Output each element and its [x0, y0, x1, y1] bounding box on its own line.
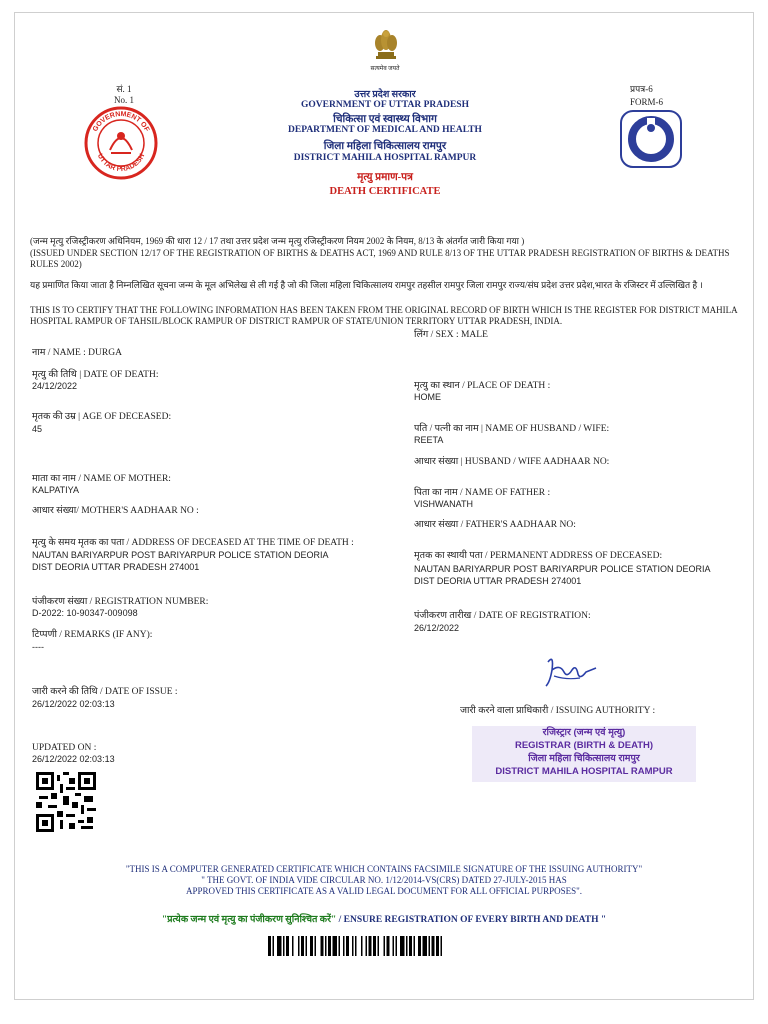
issuing-authority-label: जारी करने वाला प्राधिकारी / ISSUING AUTHORITY : [460, 706, 656, 716]
barcode-bar [283, 936, 285, 956]
barcode-bar [310, 936, 313, 956]
state-emblem-icon [366, 26, 406, 66]
up-government-seal-icon [84, 106, 158, 180]
dept-name-hi: चिकित्सा एवं स्वास्थ्य विभाग [333, 114, 437, 125]
serial-number-en: No. 1 [114, 95, 134, 105]
barcode-bar [432, 936, 435, 956]
barcode-bar [343, 936, 345, 956]
address-line-2: DIST DEORIA UTTAR PRADESH 274001 [32, 562, 200, 572]
govt-name-en: GOVERNMENT OF UTTAR PRADESH [301, 100, 469, 110]
name-field: नाम / NAME : DURGA [32, 348, 122, 358]
permanent-address-line-2: DIST DEORIA UTTAR PRADESH 274001 [414, 576, 582, 586]
barcode-bar [429, 936, 431, 956]
govt-name-hi: उत्तर प्रदेश सरकार [354, 90, 416, 100]
barcode-bar [369, 936, 372, 956]
registrar-line-3: जिला महिला चिकित्सालय रामपुर [528, 753, 640, 764]
barcode-bar [355, 936, 357, 956]
registration-number-value: D-2022: 10-90347-009098 [32, 608, 138, 618]
barcode-bar [352, 936, 354, 956]
barcode-bar [373, 936, 376, 956]
registrar-line-4: DISTRICT MAHILA HOSPITAL RAMPUR [495, 766, 673, 777]
father-name-value: VISHWANATH [414, 499, 474, 509]
barcode-bar [366, 936, 368, 956]
signature-icon [540, 652, 604, 692]
barcode-bar [406, 936, 408, 956]
form-number-hi: प्रपत्र-6 [630, 84, 653, 94]
date-of-issue-label: जारी करने की तिथि / DATE OF ISSUE : [32, 687, 178, 697]
dept-name-en: DEPARTMENT OF MEDICAL AND HEALTH [288, 125, 482, 135]
barcode-bar [277, 936, 282, 956]
motto: सत्यमेव जयते [370, 66, 400, 72]
registrar-line-1: रजिस्ट्रार (जन्म एवं मृत्यु) [542, 727, 626, 738]
footer-note-2: " THE GOVT. OF INDIA VIDE CIRCULAR NO. 1/12/2014-VS(CRS) DATED 27-JULY-2015 HAS [201, 875, 567, 885]
place-of-death-label: मृत्यु का स्थान / PLACE OF DEATH : [414, 381, 551, 391]
barcode-bar [384, 936, 386, 956]
certify-statement-hi: यह प्रमाणित किया जाता है निम्नलिखित सूचना जन्म के मूल अभिलेख से ली गई है जो की जिला महिला चिकित्सालय रामपुर तहसील रामपुर जिला रामपुर राज्य/संघ प्रदेश उत्तर प्रदेश,भारत के रजिस्टर में उल्लिखित है । [30, 280, 703, 290]
barcode-bar [286, 936, 289, 956]
sex-field: लिंग / SEX : MALE [414, 330, 488, 340]
barcode-bar [306, 936, 308, 956]
barcode-bar [301, 936, 304, 956]
barcode-bar [423, 936, 428, 956]
crs-logo-icon [620, 110, 682, 168]
slogan-hi: "प्रत्येक जन्म एवं मृत्यु का पंजीकरण सुनिश्चित करें" [161, 915, 337, 925]
barcode-bar [418, 936, 421, 956]
registrar-line-2: REGISTRAR (BIRTH & DEATH) [514, 740, 654, 751]
father-name-label: पिता का नाम / NAME OF FATHER : [414, 488, 551, 498]
permanent-address-line-1: NAUTAN BARIYARPUR POST BARIYARPUR POLICE STATION DEORIA [414, 564, 711, 574]
barcode-bar [396, 936, 398, 956]
date-of-death-value: 24/12/2022 [32, 381, 78, 391]
barcode-bar [273, 936, 275, 956]
spouse-name-value: REETA [414, 435, 444, 445]
remarks-label: टिप्पणी / REMARKS (IF ANY): [32, 630, 153, 640]
serial-number-hi: सं. 1 [116, 84, 132, 94]
place-of-death-value: HOME [414, 392, 441, 402]
barcode-bar [346, 936, 349, 956]
mother-name-value: KALPATIYA [32, 485, 80, 495]
age-value: 45 [32, 424, 43, 434]
certificate-title-hi: मृत्यु प्रमाण-पत्र [357, 172, 413, 183]
barcode-bar [378, 936, 380, 956]
mother-name-label: माता का नाम / NAME OF MOTHER: [32, 474, 171, 484]
barcode-bar [328, 936, 331, 956]
address-line-1: NAUTAN BARIYARPUR POST BARIYARPUR POLICE STATION DEORIA [32, 550, 329, 560]
barcode-icon [268, 936, 500, 956]
barcode-bar [409, 936, 412, 956]
date-of-death-label: मृत्यु की तिथि | DATE OF DEATH: [32, 370, 159, 380]
barcode-bar [441, 936, 443, 956]
issued-under-hi: (जन्म मृत्यु रजिस्ट्रीकरण अधिनियम, 1969 की धारा 12 / 17 तथा उत्तर प्रदेश जन्म मृत्यु रजिस्ट्रीकरण नियम 2002 के नियम, 8/13 के अंतर्गत जारी किया गया ) [30, 236, 525, 246]
barcode-bar [361, 936, 363, 956]
registration-number-label: पंजीकरण संख्या / REGISTRATION NUMBER: [32, 597, 209, 607]
permanent-address-label: मृतक का स्थायी पता / PERMANENT ADDRESS OF DECEASED: [414, 551, 663, 561]
certificate-title-en: DEATH CERTIFICATE [329, 186, 441, 197]
spouse-name-label: पति / पत्नी का नाम | NAME OF HUSBAND / WIFE: [414, 424, 610, 434]
footer-note-1: "THIS IS A COMPUTER GENERATED CERTIFICATE WHICH CONTAINS FACSIMILE SIGNATURE OF THE ISSUING AUTHORITY" [125, 864, 643, 874]
barcode-bar [400, 936, 405, 956]
barcode-bar [298, 936, 300, 956]
updated-on-value: 26/12/2022 02:03:13 [32, 754, 115, 764]
barcode-bar [321, 936, 324, 956]
hospital-name-en: DISTRICT MAHILA HOSPITAL RAMPUR [293, 153, 477, 163]
date-of-issue-value: 26/12/2022 02:03:13 [32, 699, 115, 709]
svg-text:UTTAR PRADESH [96, 153, 146, 173]
barcode-bar [315, 936, 317, 956]
father-aadhaar-label: आधार संख्या / FATHER'S AADHAAR NO: [414, 520, 576, 530]
hospital-name-hi: जिला महिला चिकित्सालय रामपुर [323, 141, 447, 152]
slogan-en: / ENSURE REGISTRATION OF EVERY BIRTH AND DEATH " [336, 915, 607, 925]
barcode-bar [333, 936, 338, 956]
registration-date-value: 26/12/2022 [414, 623, 460, 633]
form-number-en: FORM-6 [630, 97, 664, 107]
barcode-bar [436, 936, 439, 956]
barcode-bar [268, 936, 271, 956]
updated-on-label: UPDATED ON : [32, 743, 97, 753]
address-label: मृत्यु के समय मृतक का पता / ADDRESS OF DECEASED AT THE TIME OF DEATH : [32, 538, 354, 548]
barcode-bar [393, 936, 395, 956]
barcode-bar [292, 936, 294, 956]
barcode-bar [414, 936, 416, 956]
seal-top-text: GOVERNMENT OF [91, 110, 151, 133]
slogan [40, 912, 728, 925]
mother-aadhaar-label: आधार संख्या/ MOTHER'S AADHAAR NO : [32, 506, 199, 516]
seal-bottom-text: UTTAR PRADESH [95, 152, 147, 174]
age-label: मृतक की उम्र | AGE OF DECEASED: [32, 412, 172, 422]
footer-note-3: APPROVED THIS CERTIFICATE AS A VALID LEGAL DOCUMENT FOR ALL OFFICIAL PURPOSES". [185, 886, 583, 896]
issued-under-en: (ISSUED UNDER SECTION 12/17 OF THE REGISTRATION OF BIRTHS & DEATHS ACT, 1969 AND RULE 8/13 OF THE UTTAR PRADESH REGISTRATION OF BIRTHS & DEATHS RULES 2002) [30, 248, 730, 269]
remarks-value: ---- [32, 642, 44, 652]
certify-statement-en: THIS IS TO CERTIFY THAT THE FOLLOWING INFORMATION HAS BEEN TAKEN FROM THE ORIGINAL RECORD OF BIRTH WHICH IS THE REGISTER FOR DISTRICT MAHILA HOSPITAL RAMPUR OF TAHSIL/BLOCK RAMPUR OF DISTRICT RAMPUR OF STATE/UNION TERRITORY UTTAR PRADESH, INDIA. [30, 305, 738, 326]
barcode-bar [339, 936, 341, 956]
registrar-stamp [472, 726, 696, 782]
registration-date-label: पंजीकरण तारीख / DATE OF REGISTRATION: [414, 611, 591, 621]
barcode-bar [325, 936, 327, 956]
qr-code-icon [36, 772, 96, 832]
spouse-aadhaar-label: आधार संख्या | HUSBAND / WIFE AADHAAR NO: [414, 457, 610, 467]
barcode-bar [387, 936, 390, 956]
